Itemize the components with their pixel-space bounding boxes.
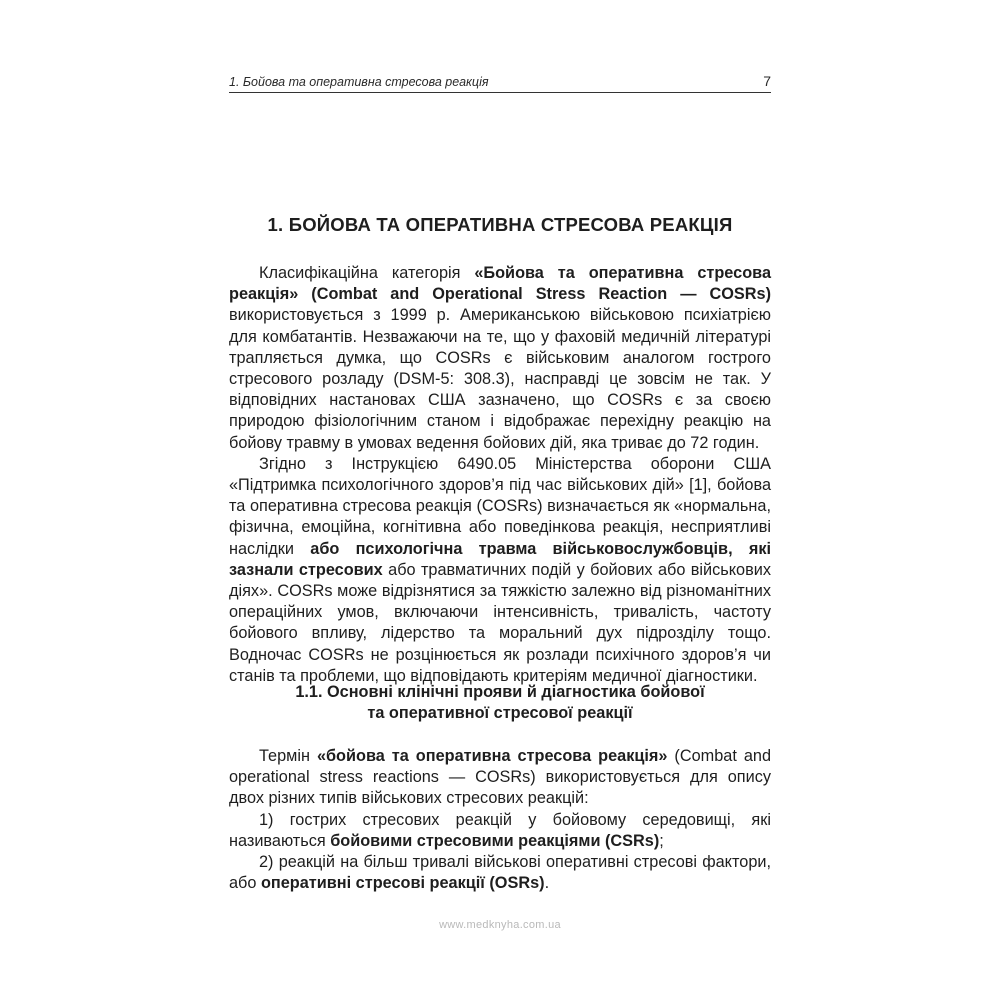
bold-term: бойовими стресовими реакціями (CSRs)	[330, 831, 660, 850]
bold-phrase: або психологічна травма військовослужбовців, які зазнали стресових	[229, 539, 772, 579]
paragraph-text: або травматичних подій у бойових або військових діях». COSRs може відрізнятися за тяжкістю залежно від різноманітних операційних умов, включаючи інтенсивність, тривалість, частоту бойового впливу, лідерство та моральний дух підрозділу тощо. Водночас COSRs не розцінюється як розлади психічного здоров’я чи станів та проблеми, що відповідають критеріям медичної діагностики.	[229, 560, 771, 685]
paragraph-instruction	[229, 454, 771, 687]
section-title-line: 1.1. Основні клінічні прояви й діагностика бойової	[295, 683, 705, 701]
chapter-title: 1. БОЙОВА ТА ОПЕРАТИВНА СТРЕСОВА РЕАКЦІЯ	[267, 214, 733, 235]
running-title: 1. Бойова та оперативна стресова реакція	[229, 75, 489, 89]
chapter-body	[229, 263, 771, 687]
page-number: 7	[763, 73, 771, 89]
list-item-csrs	[229, 810, 771, 852]
bold-term: «Бойова та оперативна стресова реакція» (Combat and Operational Stress Reaction — COSRs)	[229, 264, 771, 304]
list-item-text: ;	[659, 831, 664, 850]
paragraph-text: Класифікаційна категорія	[259, 264, 475, 282]
list-item-text: .	[544, 874, 550, 893]
section-title-line: та оперативної стресової реакції	[367, 704, 633, 722]
running-header	[229, 70, 771, 93]
paragraph-text: (Combat and operational stress reactions — COSRs) використовується для опису двох різних типів військових стресових реакцій:	[229, 747, 771, 808]
list-item-osrs	[229, 852, 771, 894]
section-body	[229, 746, 771, 894]
watermark: www.medknyha.com.ua	[439, 919, 561, 931]
paragraph-text: Термін	[259, 747, 317, 765]
paragraph-text: використовується з 1999 р. Американською військовою психіатрією для комбатантів. Незважаючи на те, що у фаховій медичній літературі трапляється думка, що COSRs є військовим аналогом гострого стресового розладу (DSM-5: 308.3), насправді це зовсім не так. У відповідних настановах США зазначено, що COSRs є за своєю природою фізіологічним станом і відображає перехідну реакцію на бойову травму в умовах ведення бойових дій, яка триває до 72 годин.	[229, 306, 771, 452]
section-title	[229, 682, 771, 724]
list-item-text: 1) гострих стресових реакцій у бойовому середовищі, які називаються	[229, 810, 771, 850]
paragraph-text: Згідно з Інструкцією 6490.05 Міністерства оборони США «Підтримка психологічного здоров’я під час військових дій» [1], бойова та оперативна стресова реакція (COSRs) визначається як «нормальна, фізична, емоційна, когнітивна або поведінкова реакція, несприятливі наслідки	[229, 454, 771, 558]
bold-term: «бойова та оперативна стресова реакція»	[316, 747, 668, 765]
bold-term: оперативні стресові реакції (OSRs)	[260, 874, 545, 893]
paragraph-term	[229, 746, 771, 810]
paragraph-classification	[229, 263, 771, 454]
list-item-text: 2) реакцій на більш тривалі військові оперативні стресові фактори, або	[229, 853, 771, 893]
